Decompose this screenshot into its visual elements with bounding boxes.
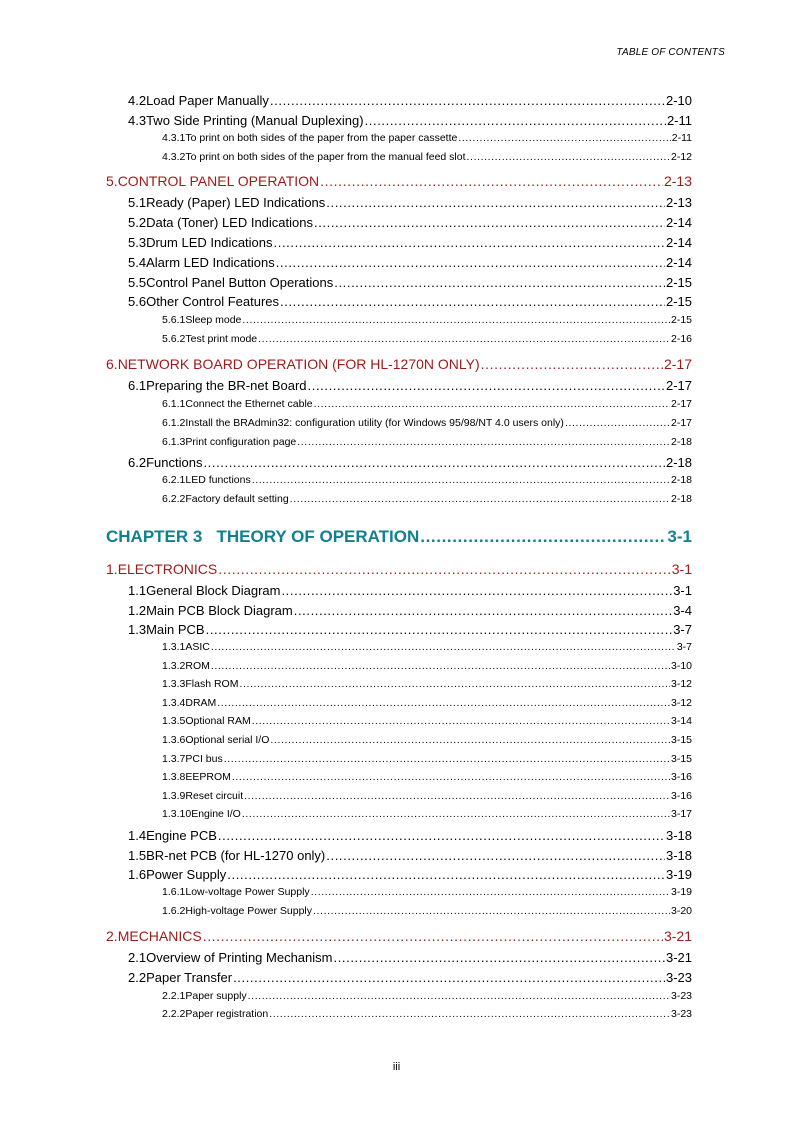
- toc-entry[interactable]: [0, 561, 692, 579]
- toc-entry[interactable]: [0, 990, 692, 1008]
- toc-entry[interactable]: [0, 235, 692, 253]
- toc-entry[interactable]: [0, 828, 692, 846]
- toc-entry-number: 1.3.4: [162, 697, 186, 709]
- toc-entry-page: 3-1: [667, 527, 692, 546]
- toc-entry-page: 2-10: [665, 93, 692, 108]
- toc-entry-page: 2-14: [665, 235, 692, 250]
- toc-entry-title: PCI bus: [185, 753, 223, 765]
- toc-leader-dots: [458, 132, 670, 144]
- toc-entry-page: 3-12: [670, 697, 692, 709]
- toc-entry-title: Drum LED Indications: [146, 235, 273, 250]
- toc-entry-number: 1.3.6: [162, 734, 186, 746]
- toc-entry-title: Factory default setting: [185, 493, 289, 505]
- toc-entry-title: Engine I/O: [191, 808, 241, 820]
- toc-entry-number: 2.1: [128, 950, 147, 965]
- toc-entry-title: Low-voltage Power Supply: [185, 886, 310, 898]
- toc-entry-title: Main PCB Block Diagram: [146, 603, 293, 618]
- toc-entry[interactable]: [0, 493, 692, 511]
- toc-entry-page: 3-19: [670, 886, 692, 898]
- toc-entry-title: Control Panel Button Operations: [146, 275, 334, 290]
- toc-entry-number: 4.2: [128, 93, 147, 108]
- toc-entry-title: Test print mode: [185, 333, 258, 345]
- toc-entry-title: Ready (Paper) LED Indications: [146, 195, 326, 210]
- toc-entry[interactable]: [0, 356, 692, 374]
- toc-entry[interactable]: [0, 436, 692, 454]
- toc-entry[interactable]: [0, 697, 692, 715]
- toc-entry-page: 3-14: [670, 715, 692, 727]
- toc-entry-title: To print on both sides of the paper from the manual feed slot: [185, 151, 466, 163]
- toc-entry-page: 3-16: [670, 771, 692, 783]
- toc-entry-number: 5.6.2: [162, 333, 186, 345]
- toc-entry[interactable]: [0, 132, 692, 150]
- toc-entry-page: 3-21: [665, 950, 692, 965]
- toc-entry-number: 1.: [106, 561, 118, 577]
- toc-leader-dots: [227, 867, 665, 882]
- toc-entry-page: 3-4: [673, 603, 692, 618]
- toc-entry-page: 3-18: [665, 848, 692, 863]
- toc-entry[interactable]: [0, 314, 692, 332]
- toc-entry-page: 3-23: [670, 990, 692, 1002]
- toc-entry-number: 6.2.1: [162, 474, 186, 486]
- toc-leader-dots: [314, 398, 670, 410]
- toc-entry-number: 5.6: [128, 294, 147, 309]
- toc-entry-title: Other Control Features: [146, 294, 280, 309]
- toc-entry-title: General Block Diagram: [146, 583, 281, 598]
- toc-entry-number: 2.2.1: [162, 990, 186, 1002]
- toc-entry-number: 6.: [106, 356, 118, 372]
- toc-entry[interactable]: [0, 970, 692, 988]
- toc-entry-title: DRAM: [185, 697, 217, 709]
- toc-entry-page: 2-18: [665, 455, 692, 470]
- toc-entry-number: 5.4: [128, 255, 147, 270]
- toc-leader-dots: [420, 527, 666, 547]
- toc-entry-number: 4.3.1: [162, 132, 186, 144]
- toc-entry-title: Engine PCB: [146, 828, 217, 843]
- toc-entry-number: 6.2.2: [162, 493, 186, 505]
- toc-entry-title: Two Side Printing (Manual Duplexing): [146, 112, 364, 128]
- toc-entry-number: 1.5: [128, 848, 147, 863]
- toc-entry-page: 3-1: [673, 583, 692, 598]
- toc-entry-page: 3-7: [676, 641, 692, 653]
- toc-entry-number: 5.2: [128, 215, 147, 230]
- toc-entry-title: Optional serial I/O: [185, 734, 270, 746]
- page-number: iii: [392, 1061, 401, 1073]
- toc-entry-page: 2-13: [663, 173, 692, 189]
- toc-entry-page: 2-11: [671, 132, 692, 144]
- toc-entry[interactable]: [0, 660, 692, 678]
- toc-entry-page: 3-21: [663, 928, 692, 944]
- toc-leader-dots: [269, 1008, 670, 1020]
- toc-leader-dots: [233, 970, 665, 985]
- toc-entry-number: 2.2: [128, 970, 147, 985]
- toc-entry-number: 4.3.2: [162, 151, 186, 163]
- toc-entry-number: 5.: [106, 173, 118, 189]
- toc-entry-title: Load Paper Manually: [146, 93, 269, 108]
- toc-entry[interactable]: [0, 255, 692, 273]
- toc-entry-page: 2-18: [670, 436, 692, 448]
- toc-entry-number: 1.3.10: [162, 808, 192, 820]
- toc-entry-page: 3-23: [665, 970, 692, 985]
- toc-leader-dots: [276, 255, 665, 270]
- toc-entry[interactable]: [0, 950, 692, 968]
- toc-entry-page: 3-17: [670, 808, 692, 820]
- toc-entry-page: 3-7: [673, 622, 692, 637]
- toc-entry-title: Main PCB: [146, 622, 205, 637]
- toc-entry-page: 2-17: [665, 378, 692, 393]
- toc-entry-number: 6.2: [128, 455, 147, 470]
- toc-leader-dots: [270, 734, 670, 746]
- toc-entry-page: 3-10: [670, 660, 692, 672]
- toc-entry-title: Data (Toner) LED Indications: [146, 215, 313, 230]
- toc-entry-page: 3-12: [670, 678, 692, 690]
- toc-leader-dots: [232, 771, 670, 783]
- toc-entry-number: 4.3: [128, 112, 147, 128]
- toc-leader-dots: [333, 950, 664, 965]
- toc-leader-dots: [481, 356, 663, 372]
- toc-entry[interactable]: [0, 378, 692, 396]
- toc-entry-number: 6.1: [128, 378, 147, 393]
- toc-leader-dots: [290, 493, 670, 505]
- toc-entry-page: 2-18: [670, 474, 692, 486]
- toc-entry-title: LED functions: [185, 474, 251, 486]
- toc-entry[interactable]: [0, 848, 692, 866]
- toc-entry[interactable]: [0, 715, 692, 733]
- toc-entry-number: 1.3.2: [162, 660, 186, 672]
- toc-entry[interactable]: [0, 641, 692, 659]
- toc-entry[interactable]: [0, 583, 692, 601]
- toc-entry[interactable]: [0, 294, 692, 312]
- toc-entry[interactable]: [0, 1008, 692, 1026]
- toc-leader-dots: [203, 928, 663, 944]
- toc-leader-dots: [365, 113, 666, 128]
- toc-leader-dots: [274, 235, 665, 250]
- toc-entry-title: Reset circuit: [185, 790, 244, 802]
- toc-entry-title: ASIC: [185, 641, 210, 653]
- toc-entry[interactable]: [0, 474, 692, 492]
- toc-entry-title: To print on both sides of the paper from the paper cassette: [185, 132, 458, 144]
- toc-entry-title: Print configuration page: [185, 436, 297, 448]
- toc-leader-dots: [326, 195, 665, 210]
- toc-entry[interactable]: [0, 928, 692, 946]
- toc-entry-number: 5.6.1: [162, 314, 186, 326]
- toc-entry[interactable]: [0, 790, 692, 808]
- toc-entry-page: 2-15: [665, 275, 692, 290]
- toc-entry-page: 2-17: [663, 356, 692, 372]
- toc-entry-title: Flash ROM: [185, 678, 239, 690]
- toc-entry-page: 3-15: [670, 734, 692, 746]
- toc-entry-number: 6.1.1: [162, 398, 186, 410]
- toc-leader-dots: [320, 173, 663, 189]
- toc-entry-number: 1.3: [128, 622, 147, 637]
- toc-entry[interactable]: [0, 753, 692, 771]
- toc-entry-page: 3-20: [670, 905, 692, 917]
- toc-entry-title: Connect the Ethernet cable: [185, 398, 313, 410]
- toc-entry-title: Paper supply: [185, 990, 247, 1002]
- toc-entry[interactable]: [0, 734, 692, 752]
- toc-entry[interactable]: [0, 622, 692, 640]
- toc-entry-number: 1.6.2: [162, 905, 186, 917]
- toc-entry[interactable]: [0, 93, 692, 111]
- toc-entry-number: 6.1.2: [162, 417, 186, 429]
- toc-leader-dots: [311, 886, 670, 898]
- toc-entry-title: BR-net PCB (for HL-1270 only): [146, 848, 326, 863]
- toc-leader-dots: [314, 215, 665, 230]
- toc-entry-page: 2-15: [670, 314, 692, 326]
- toc-chapter-heading[interactable]: [0, 527, 692, 545]
- toc-entry-title: Optional RAM: [185, 715, 251, 727]
- toc-leader-dots: [281, 583, 672, 598]
- toc-entry-title: CHAPTER 3 THEORY OF OPERATION: [106, 527, 420, 546]
- toc-leader-dots: [242, 808, 670, 820]
- toc-entry[interactable]: [0, 275, 692, 293]
- toc-leader-dots: [308, 378, 665, 393]
- toc-entry-page: 2-16: [670, 333, 692, 345]
- toc-entry[interactable]: [0, 195, 692, 213]
- toc-leader-dots: [218, 828, 665, 843]
- toc-leader-dots: [206, 622, 673, 637]
- toc-entry[interactable]: [0, 215, 692, 233]
- toc-entry[interactable]: [0, 333, 692, 351]
- toc-entry-page: 3-15: [670, 753, 692, 765]
- toc-entry-number: 5.5: [128, 275, 147, 290]
- toc-leader-dots: [334, 275, 665, 290]
- toc-entry[interactable]: [0, 455, 692, 473]
- toc-entry[interactable]: [0, 886, 692, 904]
- toc-entry-number: 1.4: [128, 828, 147, 843]
- toc-entry-page: 2-17: [670, 417, 692, 429]
- toc-entry-title: Power Supply: [146, 867, 227, 882]
- toc-entry-number: 1.3.5: [162, 715, 186, 727]
- toc-entry-title: Preparing the BR-net Board: [146, 378, 307, 393]
- toc-leader-dots: [217, 697, 670, 709]
- toc-entry-number: 1.3.8: [162, 771, 186, 783]
- toc-leader-dots: [203, 455, 665, 470]
- toc-entry[interactable]: [0, 678, 692, 696]
- toc-entry[interactable]: [0, 417, 692, 435]
- running-header: TABLE OF CONTENTS: [616, 47, 725, 58]
- toc-leader-dots: [313, 905, 670, 917]
- toc-entry-title: Alarm LED Indications: [146, 255, 275, 270]
- toc-entry-page: 3-23: [670, 1008, 692, 1020]
- toc-entry[interactable]: [0, 905, 692, 923]
- toc-leader-dots: [242, 314, 670, 326]
- toc-entry-title: High-voltage Power Supply: [185, 905, 313, 917]
- toc-entry-title: Paper registration: [185, 1008, 269, 1020]
- toc-leader-dots: [297, 436, 670, 448]
- toc-entry-page: 2-18: [670, 493, 692, 505]
- toc-leader-dots: [258, 333, 670, 345]
- toc-entry-page: 2-14: [665, 255, 692, 270]
- toc-entry-page: 2-14: [665, 215, 692, 230]
- toc-entry-title: Paper Transfer: [146, 970, 233, 985]
- toc-entry-page: 2-17: [670, 398, 692, 410]
- toc-leader-dots: [326, 848, 665, 863]
- toc-entry-page: 2-12: [670, 151, 692, 163]
- toc-entry[interactable]: [0, 808, 692, 826]
- toc-entry-number: 1.1: [128, 583, 147, 598]
- toc-leader-dots: [280, 294, 665, 309]
- toc-entry-number: 1.3.3: [162, 678, 186, 690]
- toc-entry[interactable]: [0, 771, 692, 789]
- toc-entry[interactable]: [0, 113, 692, 131]
- toc-entry-page: 3-1: [671, 561, 692, 577]
- toc-entry-page: 2-13: [665, 195, 692, 210]
- toc-leader-dots: [224, 753, 670, 765]
- toc-entry-number: 5.3: [128, 235, 147, 250]
- toc-entry-number: 1.3.9: [162, 790, 186, 802]
- toc-entry-page: 2-15: [665, 294, 692, 309]
- toc-leader-dots: [248, 990, 670, 1002]
- toc-entry-page: 3-19: [665, 867, 692, 882]
- toc-leader-dots: [252, 715, 670, 727]
- toc-entry[interactable]: [0, 151, 692, 169]
- toc-entry-number: 1.3.1: [162, 641, 186, 653]
- toc-leader-dots: [467, 151, 670, 163]
- toc-entry[interactable]: [0, 867, 692, 885]
- toc-entry-title: EEPROM: [185, 771, 231, 783]
- toc-entry[interactable]: [0, 398, 692, 416]
- toc-entry-title: Sleep mode: [185, 314, 242, 326]
- toc-entry-number: 1.3.7: [162, 753, 186, 765]
- toc-leader-dots: [218, 561, 671, 577]
- toc-entry-title: Overview of Printing Mechanism: [146, 950, 333, 965]
- toc-leader-dots: [565, 417, 670, 429]
- toc-entry-number: 2.: [106, 928, 118, 944]
- toc-entry-page: 2-11: [666, 112, 692, 128]
- toc-entry-title: ELECTRONICS: [117, 561, 218, 577]
- toc-entry-number: 2.2.2: [162, 1008, 186, 1020]
- toc-entry-page: 3-18: [665, 828, 692, 843]
- toc-leader-dots: [244, 790, 670, 802]
- toc-entry-title: NETWORK BOARD OPERATION (FOR HL-1270N ONLY): [117, 356, 480, 372]
- toc-entry-number: 1.6: [128, 867, 147, 882]
- toc-entry-number: 1.2: [128, 603, 147, 618]
- toc-leader-dots: [270, 93, 665, 108]
- toc-entry-title: Functions: [146, 455, 203, 470]
- toc-entry[interactable]: [0, 603, 692, 621]
- toc-entry-title: ROM: [185, 660, 210, 672]
- toc-entry-title: CONTROL PANEL OPERATION: [117, 173, 320, 189]
- toc-entry[interactable]: [0, 173, 692, 191]
- toc-entry-title: MECHANICS: [117, 928, 202, 944]
- toc-entry-number: 5.1: [128, 195, 147, 210]
- toc-leader-dots: [211, 641, 676, 653]
- toc-entry-title: Install the BRAdmin32: configuration utility (for Windows 95/98/NT 4.0 users only): [185, 417, 564, 429]
- toc-entry-number: 6.1.3: [162, 436, 186, 448]
- toc-leader-dots: [252, 474, 670, 486]
- toc-leader-dots: [294, 603, 672, 618]
- toc-entry-page: 3-16: [670, 790, 692, 802]
- toc-leader-dots: [211, 660, 670, 672]
- toc-entry-number: 1.6.1: [162, 886, 186, 898]
- toc-leader-dots: [239, 678, 670, 690]
